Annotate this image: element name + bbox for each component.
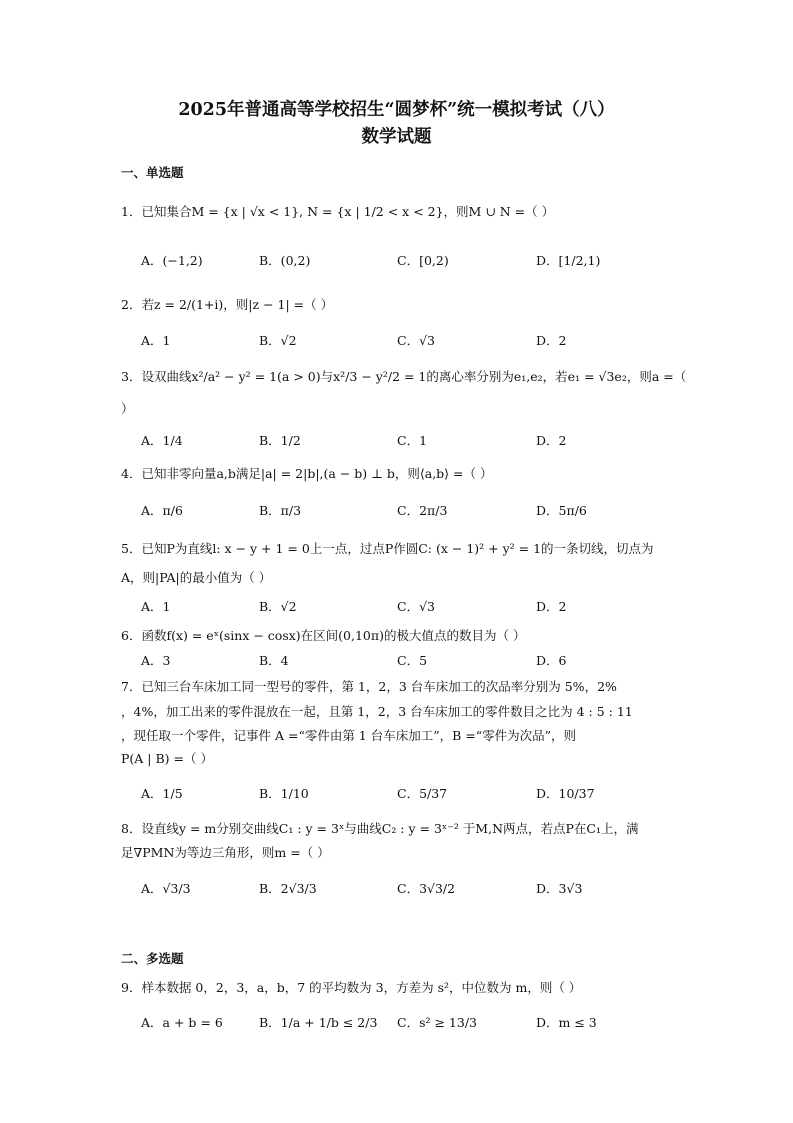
option-b: B．2√3/3 (259, 881, 317, 896)
question-8-stem-line2: 足∇PMN为等边三角形，则m =（ ） (121, 845, 330, 860)
question-1-options (141, 240, 701, 280)
section-heading-multi: 二、多选题 (121, 951, 184, 966)
option-d: D．m ≤ 3 (536, 1015, 597, 1030)
question-1-stem: 1．已知集合M = {x | √x < 1}, N = {x | 1/2 < x < 2}，则M ∪ N =（ ） (121, 204, 555, 219)
option-a: A．1 (141, 599, 171, 614)
question-3-stem-end: ） (121, 401, 134, 416)
question-2-options (141, 320, 701, 360)
option-c: C．1 (397, 433, 428, 448)
option-d: D．[1/2,1) (536, 253, 601, 268)
section-heading-single: 一、单选题 (121, 165, 184, 180)
option-b: B．1/a + 1/b ≤ 2/3 (259, 1015, 378, 1030)
question-6-stem: 6．函数f(x) = eˣ(sinx − cosx)在区间(0,10π)的极大值点的数目为（ ） (121, 628, 526, 643)
option-c: C．√3 (397, 599, 435, 614)
option-d: D．2 (536, 333, 567, 348)
exam-title: 2025年普通高等学校招生“圆梦杯”统一模拟考试（八） (178, 100, 615, 120)
option-d: D．3√3 (536, 881, 583, 896)
option-b: B．4 (259, 653, 289, 668)
question-5-options (141, 586, 701, 626)
question-4-options (141, 490, 701, 530)
option-a: A．(−1,2) (141, 253, 203, 268)
option-a: A．π/6 (141, 503, 183, 518)
option-b: B．π/3 (259, 503, 302, 518)
option-b: B．(0,2) (259, 253, 311, 268)
question-7-stem-line3: ，现任取一个零件，记事件 A =“零件由第 1 台车床加工”，B =“零件为次品”，则 (121, 728, 577, 743)
question-5-stem: 5．已知P为直线l: x − y + 1 = 0上一点，过点P作圆C: (x − 1)² + y² = 1的一条切线，切点为 (121, 541, 654, 556)
option-a: A．1/5 (141, 786, 183, 801)
option-a: A．1/4 (141, 433, 183, 448)
option-c: C．√3 (397, 333, 435, 348)
question-7-options (141, 773, 701, 813)
question-7-stem-line2: ，4%，加工出来的零件混放在一起，且第 1，2，3 台车床加工的零件数目之比为 4 : 5 : 11 (121, 704, 633, 719)
question-8-options (141, 868, 701, 908)
option-a: A．√3/3 (141, 881, 191, 896)
option-d: D．2 (536, 433, 567, 448)
option-d: D．10/37 (536, 786, 595, 801)
option-c: C．3√3/2 (397, 881, 456, 896)
question-3-stem: 3．设双曲线x²/a² − y² = 1(a > 0)与x²/3 − y²/2 = 1的离心率分别为e₁,e₂，若e₁ = √3e₂，则a =（ (121, 369, 687, 384)
question-3-options (141, 420, 701, 460)
option-d: D．5π/6 (536, 503, 587, 518)
question-5-stem-line2: A，则|PA|的最小值为（ ） (121, 570, 272, 585)
option-c: C．5/37 (397, 786, 448, 801)
option-d: D．6 (536, 653, 567, 668)
option-c: C．2π/3 (397, 503, 448, 518)
question-9-stem: 9．样本数据 0，2，3，a，b，7 的平均数为 3，方差为 s²，中位数为 m，则（ ） (121, 980, 582, 995)
option-d: D．2 (536, 599, 567, 614)
option-b: B．1/10 (259, 786, 309, 801)
option-b: B．√2 (259, 333, 297, 348)
exam-subtitle: 数学试题 (361, 127, 432, 147)
option-b: B．1/2 (259, 433, 301, 448)
question-6-options (141, 640, 701, 680)
option-c: C．5 (397, 653, 428, 668)
question-4-stem: 4．已知非零向量a,b满足|a| = 2|b|,(a − b) ⊥ b，则⟨a,b⟩ =（ ） (121, 466, 493, 481)
question-2-stem: 2．若z = 2/(1+i)，则|z − 1| =（ ） (121, 297, 334, 312)
option-c: C．s² ≥ 13/3 (397, 1015, 477, 1030)
option-c: C．[0,2) (397, 253, 449, 268)
question-9-options (141, 1002, 701, 1042)
option-a: A．1 (141, 333, 171, 348)
option-a: A．a + b = 6 (141, 1015, 223, 1030)
question-7-stem: 7．已知三台车床加工同一型号的零件，第 1，2，3 台车床加工的次品率分别为 5%，2% (121, 679, 617, 694)
question-8-stem: 8．设直线y = m分别交曲线C₁ : y = 3ˣ与曲线C₂ : y = 3ˣ⁻² 于M,N两点，若点P在C₁上，满 (121, 821, 639, 836)
option-b: B．√2 (259, 599, 297, 614)
question-7-stem-line4: P(A | B) =（ ） (121, 751, 213, 766)
option-a: A．3 (141, 653, 171, 668)
